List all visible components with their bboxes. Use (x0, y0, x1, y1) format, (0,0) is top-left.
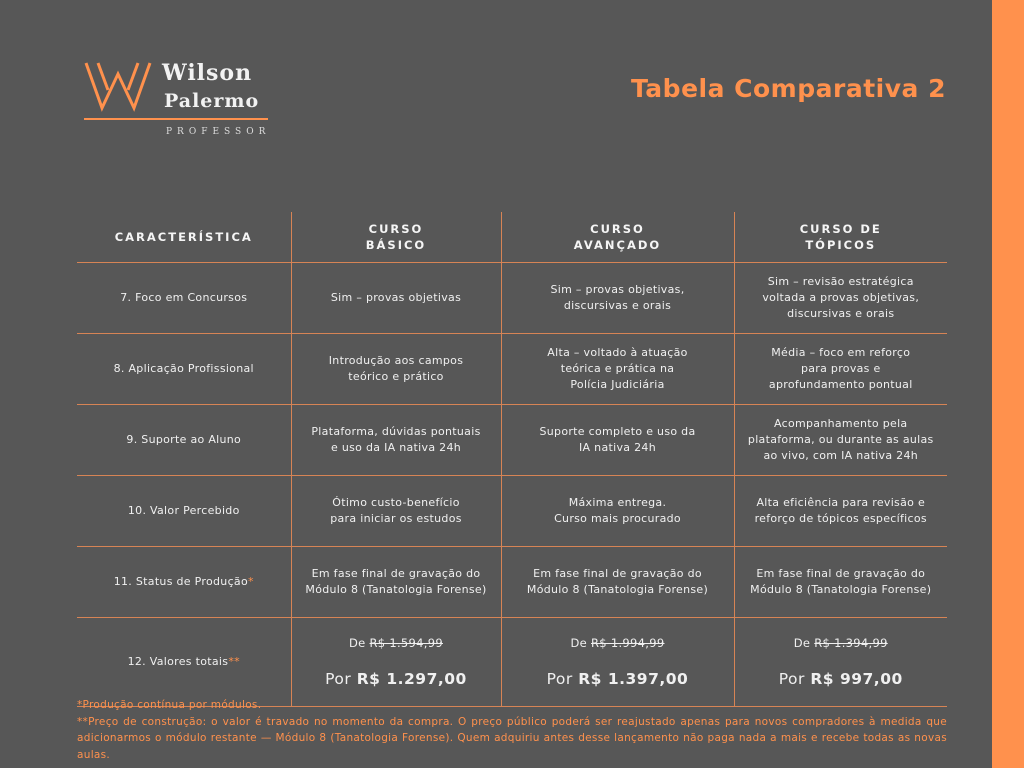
basico-cell: Ótimo custo-benefício para iniciar os estudos (291, 476, 501, 547)
table-row (77, 405, 947, 476)
footnotes (77, 697, 947, 763)
brand-underline (84, 118, 268, 120)
brand-subtitle: PROFESSOR (166, 127, 271, 137)
basico-cell: Em fase final de gravação do Módulo 8 (Tanatologia Forense) (291, 547, 501, 618)
table-row (77, 547, 947, 618)
new-price: Por R$ 997,00 (778, 670, 903, 688)
price-row (77, 618, 947, 707)
header-curso-topicos: CURSO DE TÓPICOS (734, 212, 947, 263)
comparison-table (77, 212, 947, 707)
page-title: Tabela Comparativa 2 (630, 74, 946, 103)
table-row (77, 334, 947, 405)
brand-name-first: Wilson (162, 60, 253, 86)
header-caracteristica: CARACTERÍSTICA (77, 212, 291, 263)
feature-cell: 9. Suporte ao Aluno (77, 405, 291, 476)
old-price: De R$ 1.594,99 (349, 636, 443, 650)
basico-cell: Sim – provas objetivas (291, 263, 501, 334)
feature-cell: 11. Status de Produção* (77, 547, 291, 618)
avancado-cell: Alta – voltado à atuação teórica e prática na Polícia Judiciária (501, 334, 734, 405)
feature-cell: 7. Foco em Concursos (77, 263, 291, 334)
header-curso-avancado: CURSO AVANÇADO (501, 212, 734, 263)
avancado-cell: Suporte completo e uso da IA nativa 24h (501, 405, 734, 476)
feature-cell: 12. Valores totais** (77, 618, 291, 707)
topicos-cell: Em fase final de gravação do Módulo 8 (Tanatologia Forense) (734, 547, 947, 618)
basico-cell: Plataforma, dúvidas pontuais e uso da IA nativa 24h (291, 405, 501, 476)
topicos-cell: Alta eficiência para revisão e reforço de tópicos específicos (734, 476, 947, 547)
feature-cell: 8. Aplicação Profissional (77, 334, 291, 405)
brand-logo (84, 60, 274, 145)
topicos-price-cell (734, 618, 947, 707)
brand-name-last: Palermo (164, 90, 260, 112)
old-price: De R$ 1.994,99 (570, 636, 665, 650)
w-monogram-icon (84, 60, 154, 112)
avancado-price-cell (501, 618, 734, 707)
table-row (77, 476, 947, 547)
avancado-cell: Máxima entrega. Curso mais procurado (501, 476, 734, 547)
new-price: Por R$ 1.397,00 (546, 670, 689, 688)
new-price: Por R$ 1.297,00 (325, 670, 467, 688)
topicos-cell: Acompanhamento pela plataforma, ou durante as aulas ao vivo, com IA nativa 24h (734, 405, 947, 476)
accent-side-bar (992, 0, 1024, 768)
footnote-production: *Produção contínua por módulos. (77, 699, 262, 711)
topicos-cell: Média – foco em reforço para provas e aprofundamento pontual (734, 334, 947, 405)
header-curso-basico: CURSO BÁSICO (291, 212, 501, 263)
basico-price-cell (291, 618, 501, 707)
footnote-price: **Preço de construção: o valor é travado no momento da compra. O preço público poderá ser reajustado apenas para novos compradores à medida que adicionarmos o módulo restante — Módulo 8 (Tanatologia Forense). Quem adquiriu antes desse lançamento não paga nada a mais e recebe todas as novas aulas. (77, 715, 947, 761)
old-price: De R$ 1.394,99 (793, 636, 888, 650)
table-header-row (77, 212, 947, 263)
feature-cell: 10. Valor Percebido (77, 476, 291, 547)
basico-cell: Introdução aos campos teórico e prático (291, 334, 501, 405)
table-row (77, 263, 947, 334)
avancado-cell: Sim – provas objetivas, discursivas e orais (501, 263, 734, 334)
avancado-cell: Em fase final de gravação do Módulo 8 (Tanatologia Forense) (501, 547, 734, 618)
topicos-cell: Sim – revisão estratégica voltada a provas objetivas, discursivas e orais (734, 263, 947, 334)
